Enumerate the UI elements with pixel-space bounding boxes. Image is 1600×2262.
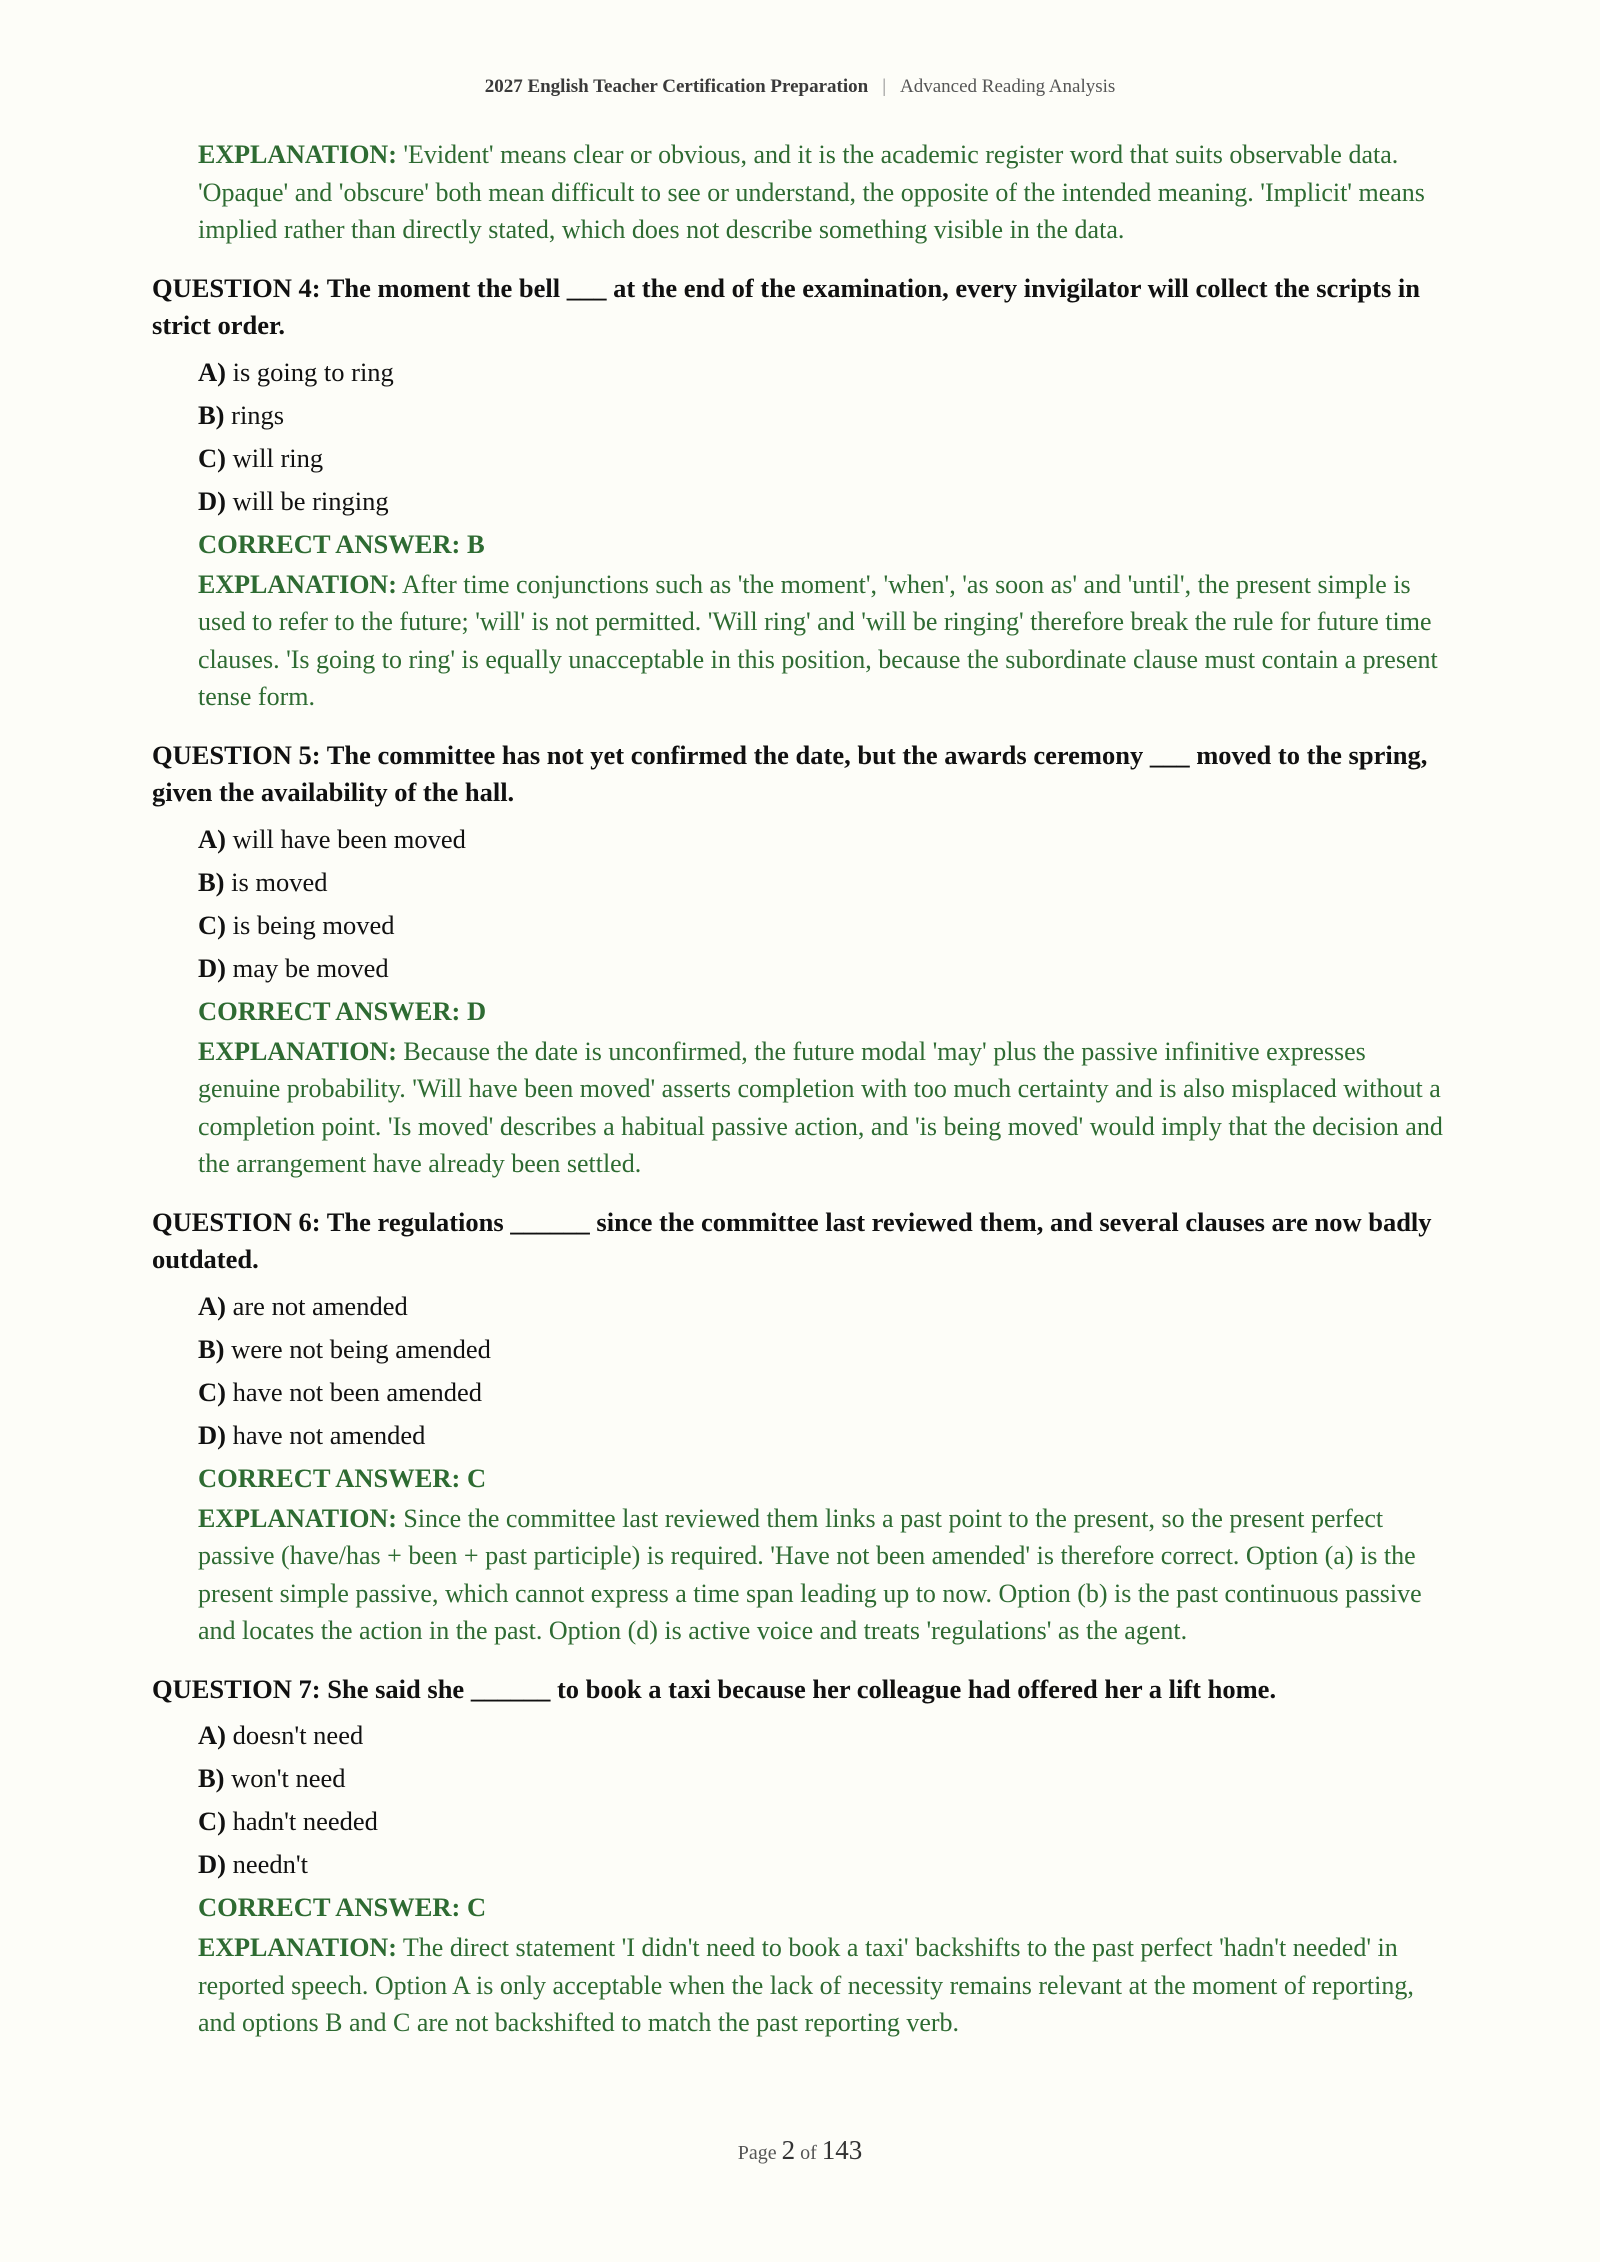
explanation-label: EXPLANATION: bbox=[198, 1503, 397, 1533]
question-block-7 bbox=[152, 1671, 1452, 2042]
option-letter: D) bbox=[198, 952, 226, 983]
option-text: hadn't needed bbox=[232, 1806, 378, 1836]
option-letter: A) bbox=[198, 1290, 226, 1321]
option-text: is going to ring bbox=[232, 356, 394, 387]
option-d bbox=[198, 947, 1452, 990]
option-text: is being moved bbox=[232, 909, 395, 940]
option-d bbox=[198, 480, 1452, 523]
explanation-text: Because the date is unconfirmed, the future modal 'may' plus the passive infinitive expresses genuine probability. 'Will have been moved' asserts completion with too much certainty and is also misplaced without a completion point. 'Is moved' describes a habitual passive action, and 'is being moved' would imply that the decision and the arrangement have already been settled. bbox=[198, 1036, 1443, 1178]
option-letter: C) bbox=[198, 909, 226, 940]
question-text: QUESTION 5: The committee has not yet confirmed the date, but the awards ceremony ___ moved to the spring, given the availability of the hall. bbox=[152, 739, 1428, 807]
header-separator: | bbox=[882, 76, 887, 97]
option-text: won't need bbox=[231, 1763, 346, 1793]
question-text: QUESTION 6: The regulations ______ since the committee last reviewed them, and several clauses are now badly outdated. bbox=[152, 1206, 1432, 1274]
option-a bbox=[198, 1285, 1452, 1328]
option-text: may be moved bbox=[232, 952, 389, 983]
correct-answer: CORRECT ANSWER: C bbox=[198, 1462, 487, 1493]
correct-answer: CORRECT ANSWER: C bbox=[198, 1892, 487, 1922]
header-subtitle: Advanced Reading Analysis bbox=[900, 76, 1116, 97]
option-text: rings bbox=[231, 399, 285, 430]
option-d bbox=[198, 1414, 1452, 1457]
option-letter: B) bbox=[198, 1333, 225, 1364]
explanation-label: EXPLANATION: bbox=[198, 1036, 397, 1066]
option-c bbox=[198, 437, 1452, 480]
explanation-text: The direct statement 'I didn't need to book a taxi' backshifts to the past perfect 'hadn't needed' in reported speech. Option A is only acceptable when the lack of necessity remains relevant at the moment of reporting, and options B and C are not backshifted to match the past reporting verb. bbox=[198, 1933, 1414, 2037]
correct-answer: CORRECT ANSWER: B bbox=[198, 528, 485, 559]
question-text: QUESTION 4: The moment the bell ___ at the end of the examination, every invigilator will collect the scripts in strict order. bbox=[152, 272, 1420, 340]
explanation-label: EXPLANATION: bbox=[198, 1933, 397, 1962]
option-letter: C) bbox=[198, 1806, 226, 1836]
option-a bbox=[198, 1714, 1452, 1757]
option-letter: A) bbox=[198, 823, 226, 854]
option-letter: D) bbox=[198, 485, 226, 516]
option-letter: A) bbox=[198, 1720, 226, 1750]
page-word: Page bbox=[737, 2142, 777, 2164]
option-text: will ring bbox=[232, 442, 324, 473]
question-text: QUESTION 7: She said she ______ to book a taxi because her colleague had offered her a lift home. bbox=[152, 1673, 1277, 1704]
option-text: were not being amended bbox=[231, 1333, 491, 1364]
option-letter: C) bbox=[198, 1376, 226, 1407]
option-c bbox=[198, 904, 1452, 947]
option-letter: D) bbox=[198, 1419, 226, 1450]
option-b bbox=[198, 394, 1452, 437]
option-b bbox=[198, 1328, 1452, 1371]
explanation bbox=[198, 1929, 1452, 2042]
option-letter: A) bbox=[198, 356, 226, 387]
option-c bbox=[198, 1800, 1452, 1843]
option-letter: B) bbox=[198, 399, 225, 430]
question-block-4 bbox=[152, 270, 1452, 716]
running-header bbox=[0, 76, 1600, 98]
question-block-5 bbox=[152, 737, 1452, 1183]
option-text: have not amended bbox=[232, 1419, 426, 1450]
explanation-text: 'Evident' means clear or obvious, and it is the academic register word that suits observable data. 'Opaque' and 'obscure' both mean difficult to see or understand, the opposite of the intended meaning. 'Implicit' means implied rather than directly stated, which does not describe something visible in the data. bbox=[198, 140, 1425, 244]
explanation-label: EXPLANATION: bbox=[198, 569, 397, 599]
option-text: will have been moved bbox=[232, 823, 466, 854]
option-b bbox=[198, 1757, 1452, 1800]
explanation-text: After time conjunctions such as 'the moment', 'when', 'as soon as' and 'until', the present simple is used to refer to the future; 'will' is not permitted. 'Will ring' and 'will be ringing' therefore break the rule for future time clauses. 'Is going to ring' is equally unacceptable in this position, because the subordinate clause must contain a present tense form. bbox=[198, 569, 1438, 711]
option-text: doesn't need bbox=[232, 1720, 364, 1750]
explanation bbox=[198, 566, 1452, 716]
explanation-text: Since the committee last reviewed them links a past point to the present, so the present perfect passive (have/has + been + past participle) is required. 'Have not been amended' is therefore correct. Option (a) is the present simple passive, which cannot express a time span leading up to now. Option (b) is the past continuous passive and locates the action in the past. Option (d) is active voice and treats 'regulations' as the agent. bbox=[198, 1503, 1422, 1645]
explanation-label: EXPLANATION: bbox=[198, 140, 397, 169]
explanation bbox=[198, 1033, 1452, 1183]
correct-answer: CORRECT ANSWER: D bbox=[198, 995, 487, 1026]
option-c bbox=[198, 1371, 1452, 1414]
page-number: 2 bbox=[781, 2135, 796, 2165]
option-text: needn't bbox=[232, 1849, 309, 1879]
page-footer bbox=[0, 2135, 1600, 2166]
explanation bbox=[198, 1500, 1452, 1650]
total-pages: 143 bbox=[821, 2135, 863, 2165]
option-letter: D) bbox=[198, 1849, 226, 1879]
option-text: have not been amended bbox=[232, 1376, 483, 1407]
option-d bbox=[198, 1843, 1452, 1886]
option-a bbox=[198, 818, 1452, 861]
option-letter: C) bbox=[198, 442, 226, 473]
question-block-6 bbox=[152, 1204, 1452, 1650]
option-text: are not amended bbox=[232, 1290, 408, 1321]
option-text: is moved bbox=[231, 866, 328, 897]
option-letter: B) bbox=[198, 866, 225, 897]
option-a bbox=[198, 351, 1452, 394]
option-letter: B) bbox=[198, 1763, 225, 1793]
page-content bbox=[152, 136, 1452, 2063]
of-word: of bbox=[800, 2142, 817, 2164]
top-explanation bbox=[198, 136, 1452, 249]
option-b bbox=[198, 861, 1452, 904]
option-text: will be ringing bbox=[232, 485, 389, 516]
header-title: 2027 English Teacher Certification Preparation bbox=[484, 76, 869, 97]
